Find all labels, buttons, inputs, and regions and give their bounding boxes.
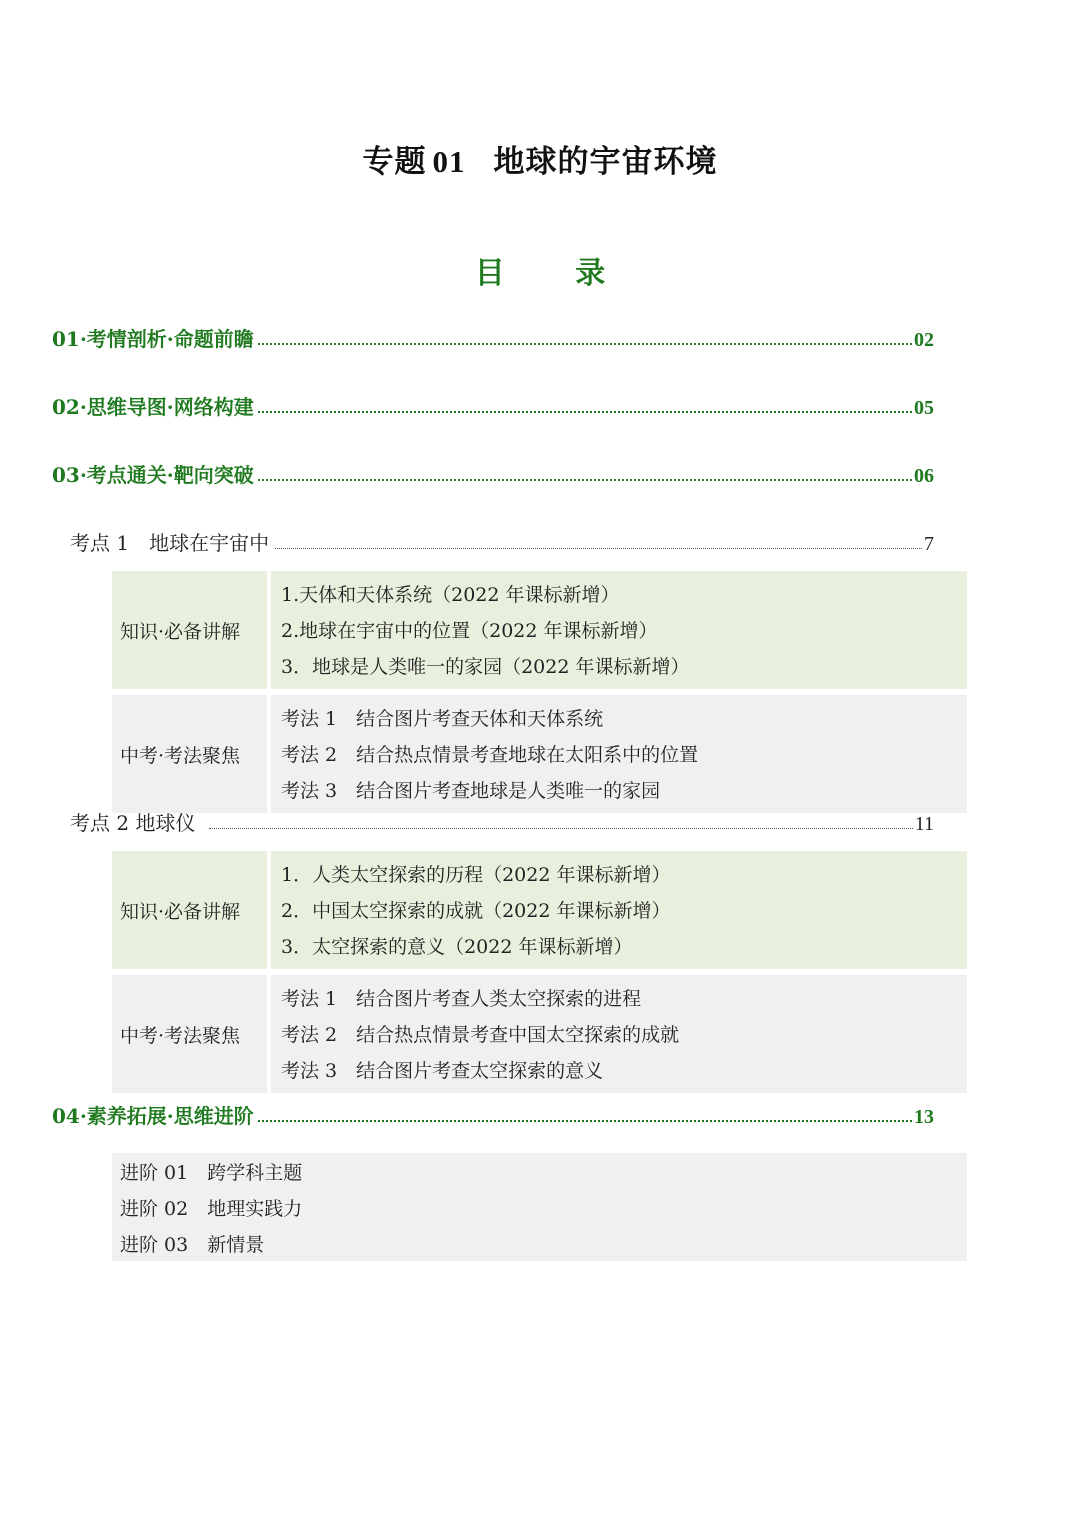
list-item[interactable]: 1．人类太空探索的历程（2022 年课标新增）: [281, 864, 671, 886]
list-item[interactable]: 2.地球在宇宙中的位置（2022 年课标新增）: [281, 620, 658, 642]
toc-section-label: 01·考情剖析·命题前瞻: [52, 327, 254, 351]
list-item[interactable]: 考法 3 结合图片考查太空探索的意义: [281, 1060, 604, 1082]
list-item[interactable]: 考法 1 结合图片考查天体和天体系统: [281, 708, 604, 730]
list-item[interactable]: 进阶 03 新情景: [120, 1234, 265, 1256]
list-item[interactable]: 进阶 02 地理实践力: [120, 1198, 303, 1220]
list-item[interactable]: 考法 3 结合图片考查地球是人类唯一的家园: [281, 780, 661, 802]
list-item[interactable]: 进阶 01 跨学科主题: [120, 1162, 303, 1184]
method-label: 中考·考法聚焦: [112, 695, 267, 813]
method-row: [112, 695, 967, 813]
method-label: 中考·考法聚焦: [112, 975, 267, 1093]
toc-leader-dots: [258, 343, 912, 345]
toc-section-02[interactable]: [52, 388, 934, 420]
knowledge-label: 知识·必备讲解: [112, 571, 267, 689]
toc-leader-dots: [258, 479, 912, 481]
kaodian-2-table: [112, 851, 967, 1093]
toc-page-number: 13: [914, 1106, 934, 1128]
list-item[interactable]: 考法 1 结合图片考查人类太空探索的进程: [281, 988, 642, 1010]
toc-page-number: 05: [914, 397, 934, 419]
toc-section-label: 03·考点通关·靶向突破: [52, 463, 254, 487]
toc-leader-dots: [275, 548, 922, 549]
kaodian-label: 考点 1 地球在宇宙中: [70, 531, 270, 555]
toc-section-label: 02·思维导图·网络构建: [52, 395, 254, 419]
method-list: [271, 695, 967, 813]
knowledge-row: [112, 851, 967, 969]
list-item[interactable]: 考法 2 结合热点情景考查地球在太阳系中的位置: [281, 744, 699, 766]
toc-section-label: 04·素养拓展·思维进阶: [52, 1104, 254, 1128]
method-row: [112, 975, 967, 1093]
title-number: 01: [432, 144, 466, 179]
toc-page-number: 7: [924, 533, 934, 555]
toc-section-03[interactable]: [52, 456, 934, 488]
kaodian-label: 考点 2 地球仪: [70, 811, 196, 835]
knowledge-label: 知识·必备讲解: [112, 851, 267, 969]
list-item[interactable]: 1.天体和天体系统（2022 年课标新增）: [281, 584, 620, 606]
toc-heading: 目 录: [474, 256, 636, 291]
list-item[interactable]: 3．太空探索的意义（2022 年课标新增）: [281, 936, 633, 958]
knowledge-list: [271, 571, 967, 689]
kaodian-1-table: [112, 571, 967, 813]
knowledge-row: [112, 571, 967, 689]
list-item[interactable]: 3．地球是人类唯一的家园（2022 年课标新增）: [281, 656, 690, 678]
title-text: 地球的宇宙环境: [493, 144, 718, 180]
document-title: [0, 136, 1080, 181]
toc-section-01[interactable]: [52, 320, 934, 352]
method-list: [271, 975, 967, 1093]
toc-kaodian-1[interactable]: [70, 526, 934, 556]
toc-kaodian-2[interactable]: [70, 806, 934, 836]
toc-leader-dots: [258, 411, 912, 413]
toc-section-04[interactable]: [52, 1097, 934, 1129]
toc-page-number: 06: [914, 465, 934, 487]
advanced-list: [112, 1153, 967, 1261]
list-item[interactable]: 2．中国太空探索的成就（2022 年课标新增）: [281, 900, 671, 922]
toc-page-number: 02: [914, 329, 934, 351]
toc-leader-dots: [209, 828, 912, 829]
knowledge-list: [271, 851, 967, 969]
toc-page-number: 11: [914, 813, 934, 835]
toc-leader-dots: [258, 1120, 912, 1122]
list-item[interactable]: 考法 2 结合热点情景考查中国太空探索的成就: [281, 1024, 680, 1046]
title-prefix: 专题: [362, 144, 427, 180]
